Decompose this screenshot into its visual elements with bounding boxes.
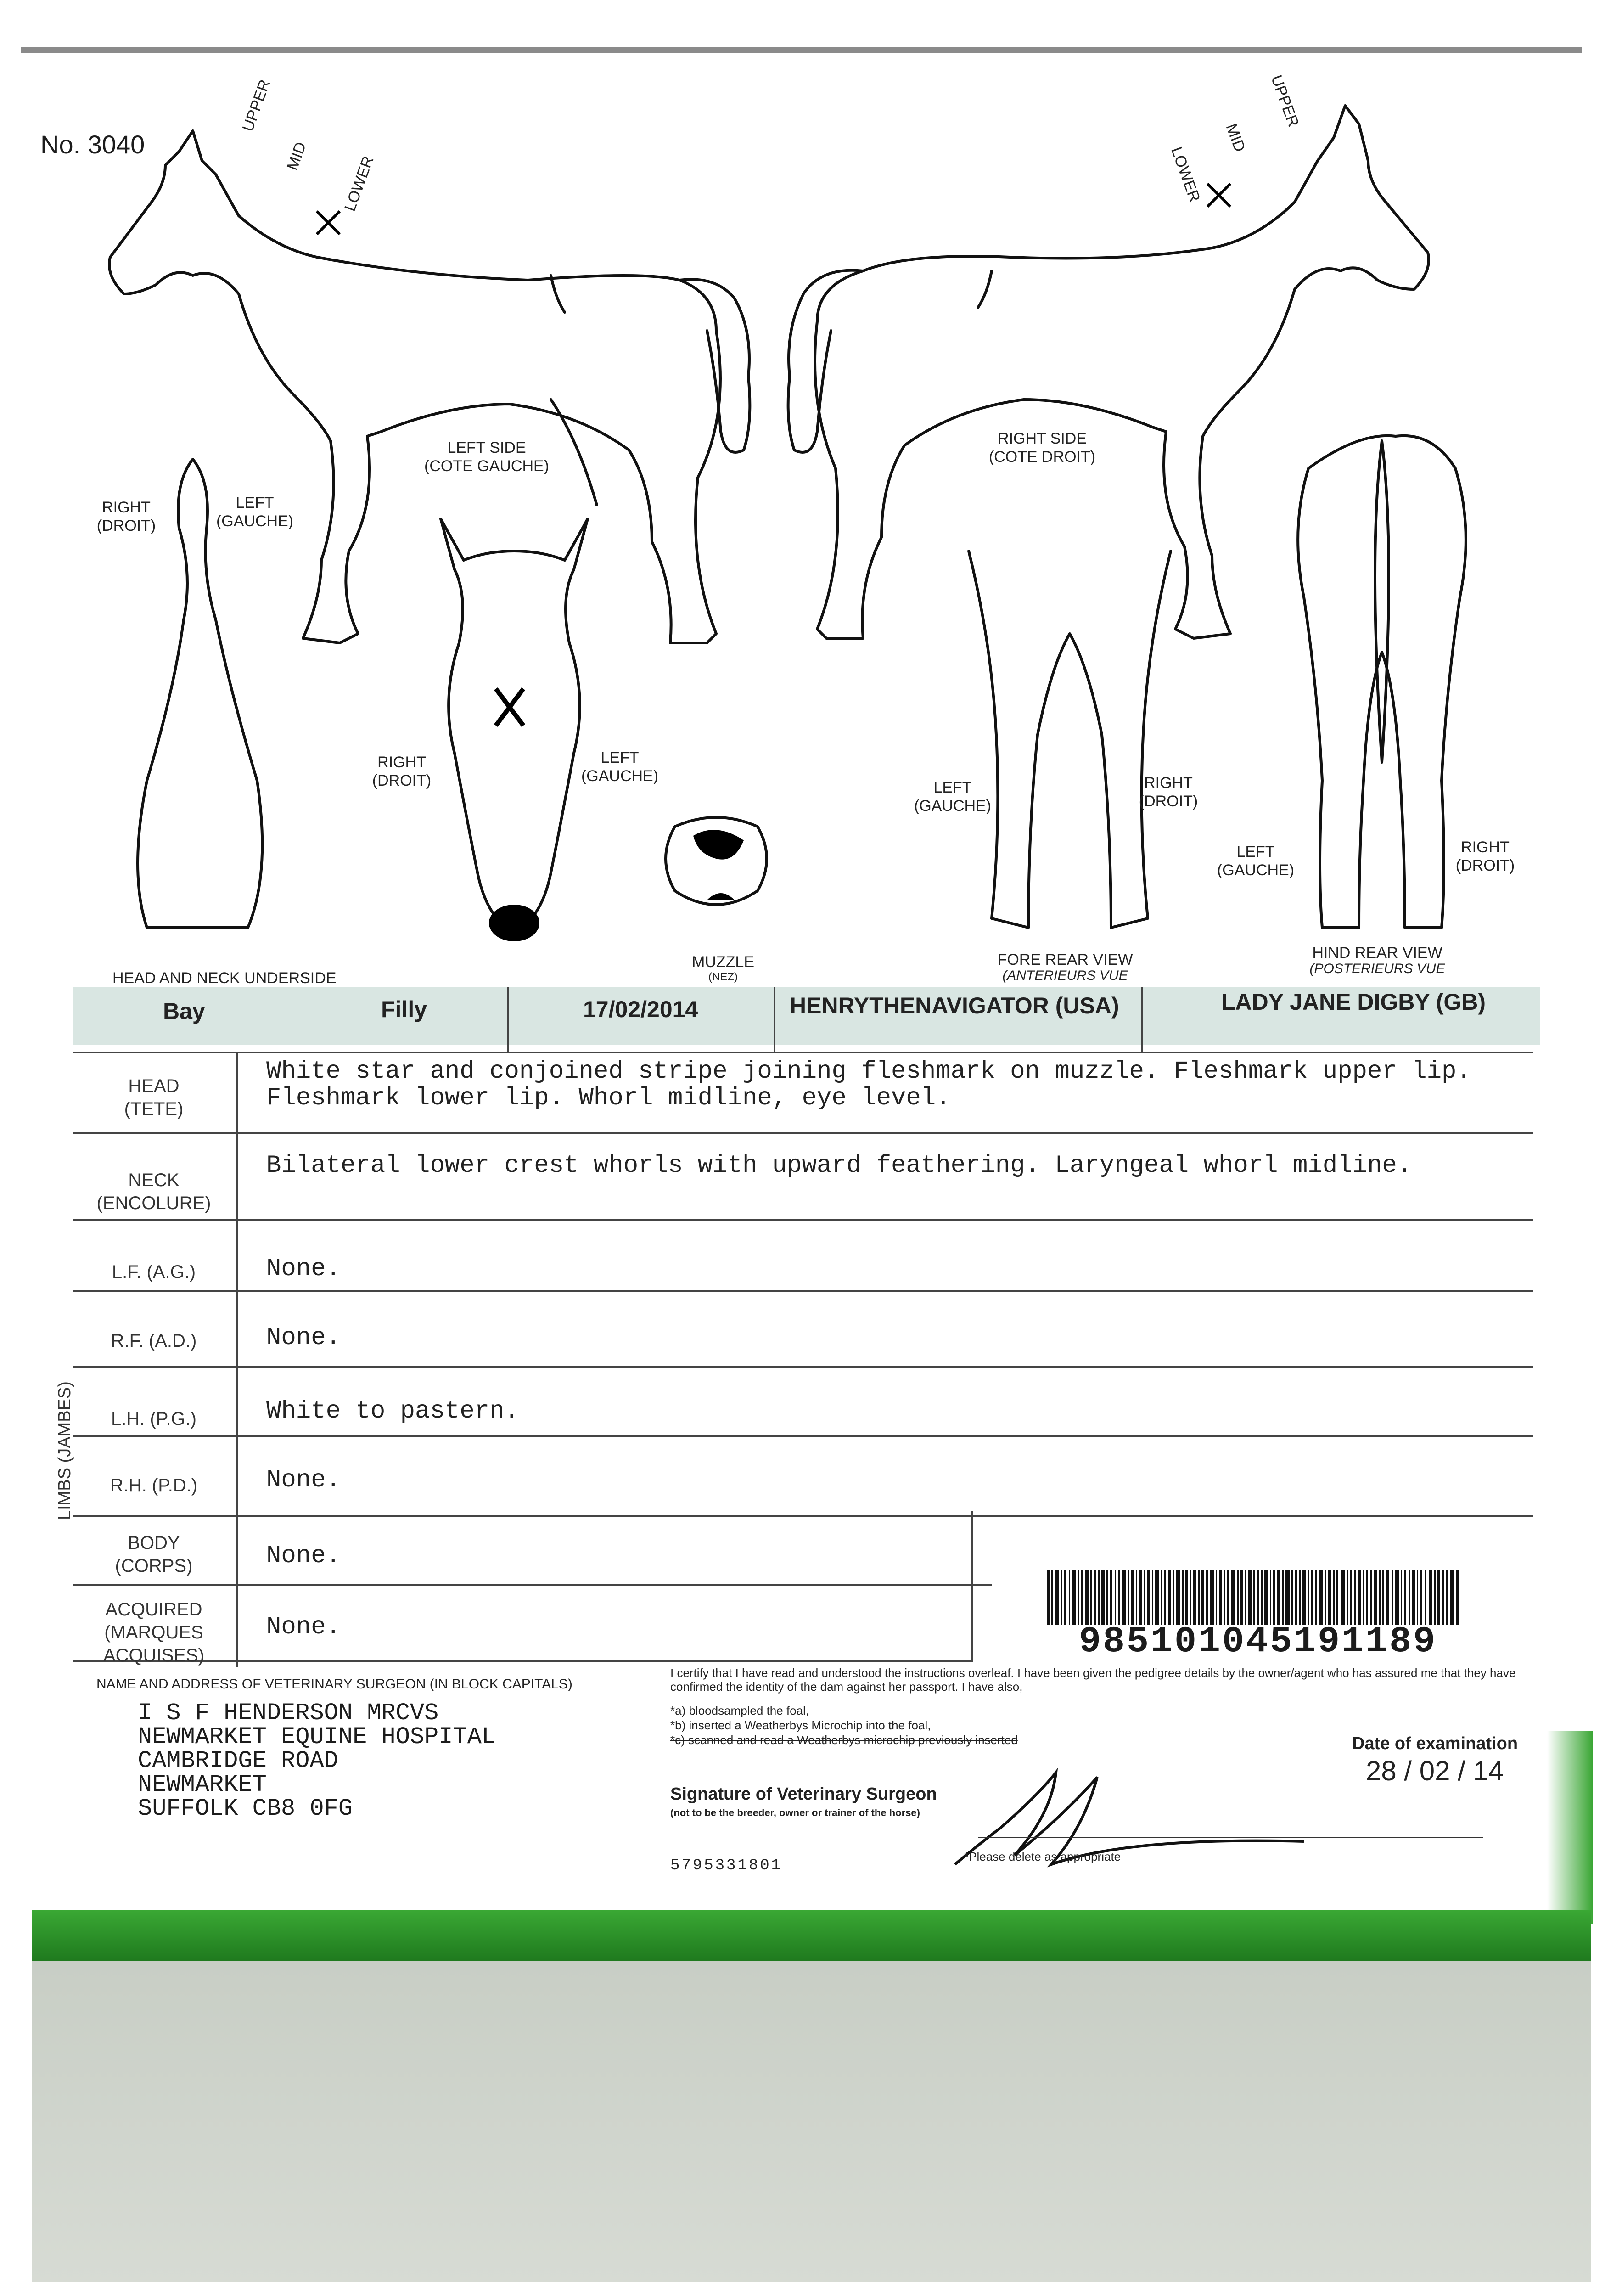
vet-name: I S F HENDERSON MRCVS [138, 1699, 439, 1727]
head-front-view [441, 519, 588, 932]
form-number: No. 3040 [40, 130, 145, 159]
hind-right-label: RIGHT (DROIT) [1455, 838, 1515, 874]
cert-option-b: *b) inserted a Weatherbys Microchip into the foal, [670, 1718, 931, 1732]
dam-value: LADY JANE DIGBY (GB) [1221, 989, 1486, 1015]
lf-label: L.F. (A.G.) [112, 1262, 196, 1282]
sex-value: Filly [381, 996, 427, 1022]
neck-label: NECK (ENCOLURE) [96, 1170, 211, 1213]
dob-value: 17/02/2014 [583, 996, 698, 1022]
rh-description: None. [266, 1466, 341, 1494]
vet-heading: NAME AND ADDRESS OF VETERINARY SURGEON (IN BLOCK CAPITALS) [96, 1677, 572, 1692]
green-edge [1547, 1731, 1593, 1924]
hind-rear-caption: HIND REAR VIEW (POSTERIEURS VUE [1309, 944, 1445, 976]
signature-note: (not to be the breeder, owner or trainer of the horse) [670, 1807, 920, 1818]
mid-label-right: MID [1222, 121, 1249, 154]
vet-practice: NEWMARKET EQUINE HOSPITAL [138, 1723, 496, 1750]
vet-address-1: CAMBRIDGE ROAD [138, 1747, 338, 1774]
neck-description: Bilateral lower crest whorls with upward feathering. Laryngeal whorl midline. [266, 1152, 1412, 1180]
rh-label: R.H. (P.D.) [110, 1475, 198, 1496]
lower-label-left: LOWER [341, 153, 377, 214]
acquired-label: ACQUIRED (MARQUES ACQUISES) [103, 1599, 205, 1666]
cert-option-c: *c) scanned and read a Weatherbys microchip previously inserted [670, 1733, 1018, 1747]
head-label: HEAD (TETE) [124, 1076, 184, 1119]
hind-left-label: LEFT (GAUCHE) [1217, 843, 1295, 879]
fore-right-label: RIGHT (DROIT) [1139, 774, 1198, 810]
mid-label-left: MID [283, 140, 310, 173]
upper-label-right: UPPER [1267, 73, 1302, 129]
right-side-horse [788, 106, 1429, 638]
lower-label-right: LOWER [1167, 144, 1204, 205]
hind-rear-view [1298, 436, 1466, 928]
underside-caption: HEAD AND NECK UNDERSIDE [112, 969, 337, 987]
exam-date: 28 / 02 / 14 [1366, 1756, 1504, 1786]
head-left-label: LEFT (GAUCHE) [581, 749, 659, 785]
microchip-barcode [1047, 1570, 1460, 1625]
serial-number: 5795331801 [670, 1857, 783, 1874]
muzzle-caption: MUZZLE (NEZ) [692, 953, 754, 983]
fore-rear-view [969, 551, 1171, 928]
underside-left-label: LEFT (GAUCHE) [216, 494, 294, 530]
back-cover [32, 1961, 1591, 2282]
rf-description: None. [266, 1324, 341, 1352]
vet-address-2: NEWMARKET [138, 1771, 267, 1798]
cert-option-a: *a) bloodsampled the foal, [670, 1704, 809, 1717]
whorl-mark [496, 689, 523, 726]
body-label: BODY (CORPS) [115, 1533, 193, 1576]
vet-address-3: SUFFOLK CB8 0FG [138, 1795, 353, 1822]
upper-label-left: UPPER [239, 77, 274, 134]
certification-text: I certify that I have read and understood the instructions overleaf. I have been given the pedigree details by the owner/agent who has assured me that they have confirmed the identity of the dam against her passport. I have also, [670, 1666, 1516, 1694]
left-side-label: LEFT SIDE (COTE GAUCHE) [424, 439, 549, 475]
acquired-description: None. [266, 1613, 341, 1641]
microchip-number: 985101045191189 [1079, 1621, 1437, 1663]
colour-value: Bay [163, 998, 205, 1024]
exam-label: Date of examination [1352, 1734, 1518, 1753]
head-right-label: RIGHT (DROIT) [372, 754, 432, 789]
signature-label: Signature of Veterinary Surgeon [670, 1784, 937, 1804]
lh-label: L.H. (P.G.) [111, 1409, 196, 1429]
underside-right-label: RIGHT (DROIT) [96, 499, 156, 535]
head-description: White star and conjoined stripe joining fleshmark on muzzle. Fleshmark upper lip. Fleshmark lower lip. Whorl midline, eye level. [266, 1058, 1471, 1112]
rf-label: R.F. (A.D.) [111, 1331, 197, 1351]
lh-description: White to pastern. [266, 1397, 519, 1425]
lf-description: None. [266, 1255, 341, 1283]
muzzle-fleshmark [489, 905, 539, 941]
fore-left-label: LEFT (GAUCHE) [914, 779, 992, 815]
body-description: None. [266, 1542, 341, 1570]
limbs-label: LIMBS (JAMBES) [55, 1381, 74, 1520]
right-side-label: RIGHT SIDE (COTE DROIT) [988, 430, 1096, 466]
delete-note: *Please delete as appropriate [964, 1850, 1121, 1863]
green-band [32, 1910, 1591, 1961]
fore-rear-caption: FORE REAR VIEW (ANTERIEURS VUE [997, 951, 1133, 983]
sire-value: HENRYTHENAVIGATOR (USA) [790, 993, 1119, 1019]
